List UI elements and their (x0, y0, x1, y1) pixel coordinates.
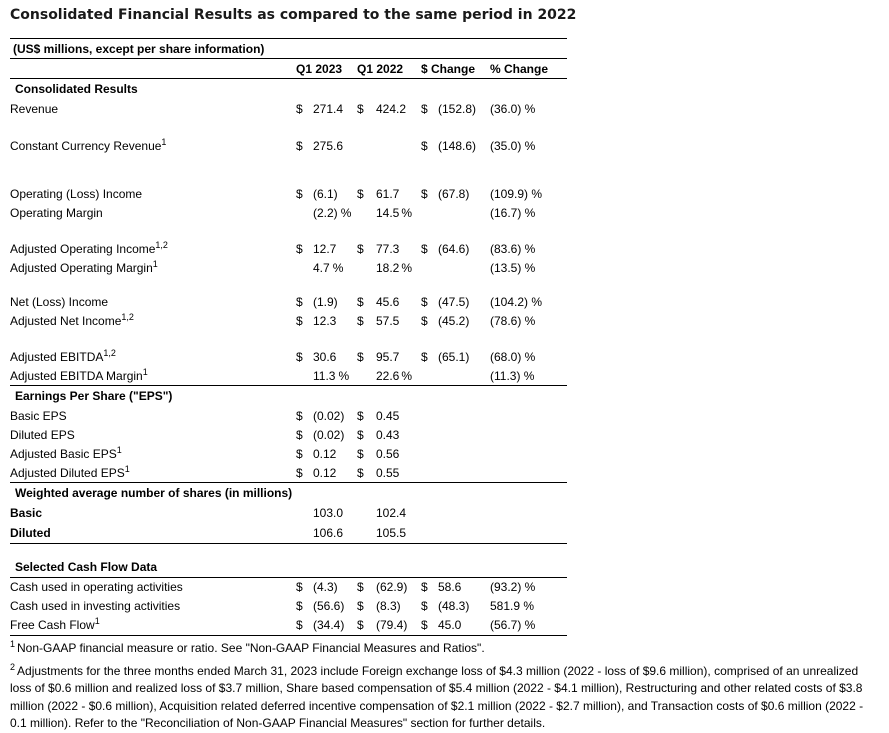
value-dollar-change (438, 463, 490, 483)
table-row (10, 366, 567, 386)
dollar-sign-q1-2022: $ (357, 349, 364, 364)
dollar-sign-q1-2023: $ (296, 349, 303, 364)
page-title: Consolidated Financial Results as compared to the same period in 2022 (10, 7, 577, 23)
footnote-ref: 1 (161, 136, 167, 147)
value-q1-2023-number: (6.1) (313, 186, 338, 201)
value-q1-2022-number: 18.2 (376, 261, 400, 275)
value-q1-2022 (376, 292, 421, 311)
dollar-sign-q1-2022: $ (357, 408, 364, 423)
value-q1-2023-number: 0.12 (313, 446, 337, 461)
row-label: Adjusted Operating Margin$^1$ (10, 259, 158, 275)
column-header-percent-change: % Change (490, 59, 567, 79)
value-q1-2023 (313, 463, 357, 483)
dollar-sign-q1-2023: $ (296, 599, 303, 613)
table-row (10, 311, 567, 331)
value-q1-2022-suffix: % (401, 206, 413, 220)
table-row (10, 347, 567, 366)
value-q1-2022 (376, 577, 421, 597)
table-row (10, 292, 567, 311)
value-q1-2022 (376, 258, 421, 278)
value-dollar-change (438, 425, 490, 444)
table-subtitle-row (10, 39, 567, 59)
value-q1-2023 (313, 503, 357, 523)
value-dollar-change: (64.6) (438, 241, 470, 256)
dollar-sign-change (421, 203, 438, 223)
spacer-cell (10, 223, 567, 239)
dollar-sign-change (421, 258, 438, 278)
row-label: Operating (Loss) Income (10, 186, 143, 201)
footnote-2-text: Adjustments for the three months ended March 31, 2023 include Foreign exchange loss of $4.3 million (2022 - loss of $9.6 million), comprised of an unrealized loss of $0.6 million and realized loss of $3.7 million, Share based compensation of $5.4 million (2022 - $4.1 million), Restructuring and other related costs of $3.8 million (2022 - $0.6 million), Acquisition related deferred incentive compensation of $2.1 million (2022 - $2.7 million), and Transaction costs of $0.6 million (2022 - 0.1 million). Refer to the "Reconciliation of Non-GAAP Financial Measures" section for further details. (10, 663, 864, 730)
value-dollar-change (438, 444, 490, 463)
footnote-ref: 1 (142, 366, 148, 377)
value-q1-2023-suffix: % (332, 261, 344, 275)
value-q1-2023 (313, 184, 357, 203)
footnote-ref: 1 (116, 444, 122, 455)
value-q1-2022-number: 45.6 (376, 294, 400, 309)
column-header-q1-2023: Q1 2023 (296, 59, 357, 79)
value-q1-2023-number: 103.0 (313, 506, 344, 520)
value-dollar-change: (65.1) (438, 349, 470, 364)
value-dollar-change: 45.0 (438, 616, 490, 636)
table-row (10, 463, 567, 483)
table-row (10, 239, 567, 258)
dollar-sign-change (421, 444, 438, 463)
value-q1-2023-number: 11.3 (313, 368, 336, 383)
value-q1-2023-number: (0.02) (313, 427, 345, 442)
value-q1-2022-number: (79.4) (376, 618, 408, 633)
value-percent-change: 581.9 % (490, 599, 535, 613)
value-q1-2022 (376, 99, 421, 118)
value-q1-2022-number: 0.56 (376, 446, 400, 461)
row-label: Adjusted EBITDA$^{1,2}$ (10, 347, 116, 364)
table-row (10, 597, 567, 616)
section-label: Weighted average number of shares (in millions) (15, 486, 293, 500)
value-percent-change: (93.2) % (490, 580, 536, 594)
row-label: Diluted (10, 523, 296, 543)
dollar-sign-q1-2022: $ (357, 314, 364, 328)
value-q1-2022-number: (62.9) (376, 580, 408, 594)
dollar-sign-change: $ (421, 314, 428, 328)
dollar-sign-q1-2023: $ (296, 408, 303, 423)
section-row (10, 79, 567, 100)
value-q1-2022 (376, 597, 421, 616)
value-q1-2023 (313, 99, 357, 118)
value-q1-2023 (313, 239, 357, 258)
dollar-sign-change: $ (421, 349, 428, 364)
value-q1-2022-number: 0.43 (376, 427, 400, 442)
footnotes (10, 640, 872, 733)
value-dollar-change (438, 366, 490, 386)
dollar-sign-change: $ (421, 101, 428, 116)
table-row (10, 503, 567, 523)
value-q1-2023 (313, 523, 357, 543)
value-dollar-change: (47.5) (438, 294, 470, 309)
table-header-row (10, 59, 567, 79)
value-q1-2023-suffix: % (338, 368, 350, 383)
dollar-sign-change (421, 463, 438, 483)
value-percent-change: (78.6) % (490, 314, 536, 328)
dollar-sign-change: $ (421, 599, 428, 613)
dollar-sign-q1-2023: $ (296, 138, 303, 153)
footnote-1-text: Non-GAAP financial measure or ratio. See "Non-GAAP Financial Measures and Ratios". (17, 641, 485, 655)
table-row (10, 203, 567, 223)
row-label: Net (Loss) Income (10, 294, 109, 309)
dollar-sign-change: $ (421, 186, 428, 201)
section-row (10, 557, 567, 578)
value-q1-2023 (313, 292, 357, 311)
row-label: Adjusted Diluted EPS$^1$ (10, 463, 296, 483)
row-label: Revenue (10, 101, 59, 116)
dollar-sign-q1-2023: $ (296, 616, 313, 636)
value-percent-change: (35.0) % (490, 138, 536, 153)
value-q1-2023-number: (56.6) (313, 599, 345, 613)
table-row (10, 99, 567, 118)
value-q1-2022-number: 424.2 (376, 101, 407, 116)
footnote-2 (10, 663, 872, 733)
value-dollar-change: (48.3) (438, 599, 470, 613)
value-q1-2022-number: (8.3) (376, 599, 401, 613)
row-label: Free Cash Flow$^1$ (10, 616, 296, 636)
row-label: Cash used in investing activities (10, 599, 181, 613)
spacer-cell (10, 155, 567, 184)
row-label: Adjusted Basic EPS$^1$ (10, 444, 122, 461)
value-percent-change (490, 444, 567, 463)
row-label: Adjusted Operating Income$^{1,2}$ (10, 239, 168, 256)
value-q1-2022 (376, 366, 421, 386)
dollar-sign-q1-2023: $ (296, 314, 303, 328)
value-q1-2023 (313, 444, 357, 463)
value-q1-2023 (313, 203, 357, 223)
value-q1-2023-number: 12.3 (313, 314, 337, 328)
section-label: Selected Cash Flow Data (10, 557, 567, 578)
column-header-empty (10, 59, 296, 79)
table-row (10, 425, 567, 444)
dollar-sign-change: $ (421, 241, 428, 256)
dollar-sign-change: $ (421, 294, 428, 309)
value-q1-2023-number: (2.2) (313, 206, 338, 220)
spacer-row (10, 331, 567, 347)
value-q1-2023 (313, 258, 357, 278)
dollar-sign-q1-2022: $ (357, 186, 364, 201)
spacer-row (10, 278, 567, 292)
table-body (10, 79, 567, 636)
column-header-q1-2022: Q1 2022 (357, 59, 421, 79)
dollar-sign-q1-2023: $ (296, 463, 313, 483)
row-label: Operating Margin (10, 206, 103, 220)
value-percent-change (490, 425, 567, 444)
dollar-sign-q1-2022: $ (357, 580, 364, 594)
value-q1-2023 (313, 136, 357, 155)
dollar-sign-change (421, 503, 438, 523)
value-q1-2022 (376, 311, 421, 331)
dollar-sign-q1-2023 (296, 203, 313, 223)
value-q1-2023 (313, 406, 357, 425)
value-q1-2022 (376, 136, 421, 155)
value-percent-change: (16.7) % (490, 206, 536, 220)
table-row (10, 184, 567, 203)
value-q1-2022-number: 57.5 (376, 314, 400, 328)
dollar-sign-q1-2023: $ (296, 427, 303, 442)
dollar-sign-change (421, 425, 438, 444)
dollar-sign-change (421, 366, 438, 386)
dollar-sign-q1-2022: $ (357, 101, 364, 116)
row-label: Basic EPS (10, 408, 67, 423)
dollar-sign-change (421, 406, 438, 425)
value-q1-2022 (376, 425, 421, 444)
dollar-sign-q1-2022 (357, 258, 376, 278)
value-q1-2023 (313, 425, 357, 444)
value-q1-2023-number: (1.9) (313, 294, 338, 309)
value-q1-2022 (376, 444, 421, 463)
footnote-ref: 1 (94, 616, 100, 627)
value-dollar-change: (148.6) (438, 138, 477, 153)
value-q1-2023 (313, 616, 357, 636)
value-q1-2023-number: (34.4) (313, 618, 345, 633)
value-percent-change: (36.0) % (490, 101, 536, 116)
value-percent-change: (56.7) % (490, 616, 567, 636)
value-q1-2022 (376, 406, 421, 425)
footnote-ref: 1 (124, 463, 130, 474)
spacer-cell (10, 118, 567, 136)
value-q1-2022-number: 102.4 (376, 506, 407, 520)
footnote-ref: 1,2 (103, 347, 116, 358)
spacer-row (10, 223, 567, 239)
dollar-sign-q1-2022: $ (357, 294, 364, 309)
value-dollar-change (438, 406, 490, 425)
row-label: Adjusted EBITDA Margin$^1$ (10, 366, 296, 386)
dollar-sign-q1-2023 (296, 523, 313, 543)
dollar-sign-change: $ (421, 616, 438, 636)
value-q1-2023-number: (4.3) (313, 580, 338, 594)
value-q1-2022-number: 14.5 (376, 206, 400, 220)
dollar-sign-q1-2022: $ (357, 463, 376, 483)
value-dollar-change (438, 258, 490, 278)
spacer-row (10, 118, 567, 136)
value-q1-2022-suffix: % (401, 261, 413, 275)
table-row (10, 136, 567, 155)
row-label: Constant Currency Revenue$^1$ (10, 136, 167, 153)
spacer-cell (10, 543, 567, 557)
value-q1-2022 (376, 184, 421, 203)
value-q1-2022 (376, 239, 421, 258)
value-q1-2022 (376, 523, 421, 543)
spacer-row (10, 543, 567, 557)
row-label: Basic (10, 506, 43, 520)
dollar-sign-q1-2023: $ (296, 294, 303, 309)
value-q1-2023 (313, 366, 357, 386)
value-q1-2022-suffix: % (401, 368, 413, 383)
table-row (10, 616, 567, 636)
value-percent-change: (11.3) % (490, 366, 567, 386)
value-percent-change (490, 463, 567, 483)
dollar-sign-q1-2023: $ (296, 241, 303, 256)
table-row (10, 406, 567, 425)
table-subtitle: (US$ millions, except per share information) (10, 39, 567, 59)
section-row (10, 386, 567, 407)
value-q1-2023-number: 275.6 (313, 138, 344, 153)
dollar-sign-q1-2022 (357, 136, 376, 155)
value-percent-change: (68.0) % (490, 349, 536, 364)
value-q1-2022 (376, 616, 421, 636)
column-header-dollar-change: $ Change (421, 59, 490, 79)
dollar-sign-q1-2022: $ (357, 427, 364, 442)
footnote-ref: 1 (152, 259, 158, 269)
table-row (10, 577, 567, 597)
value-q1-2022 (376, 203, 421, 223)
value-q1-2022-number: 22.6 (376, 368, 400, 383)
dollar-sign-q1-2023: $ (296, 580, 303, 594)
value-q1-2022-number: 95.7 (376, 349, 400, 364)
section-row (10, 483, 567, 504)
table-row (10, 444, 567, 463)
section-label: Earnings Per Share ("EPS") (15, 389, 173, 403)
value-q1-2023-number: 30.6 (313, 349, 337, 364)
value-percent-change: (104.2) % (490, 294, 543, 309)
dollar-sign-q1-2022: $ (357, 616, 376, 636)
footnote-ref: 1,2 (121, 312, 134, 322)
value-percent-change: (13.5) % (490, 261, 536, 275)
value-q1-2023 (313, 311, 357, 331)
value-q1-2023-suffix: % (340, 206, 352, 220)
value-dollar-change: (45.2) (438, 314, 470, 328)
dollar-sign-q1-2022 (357, 503, 376, 523)
value-q1-2023-number: 106.6 (313, 525, 344, 540)
dollar-sign-q1-2022 (357, 203, 376, 223)
value-dollar-change (438, 203, 490, 223)
value-q1-2022-number: 77.3 (376, 241, 400, 256)
value-dollar-change: 58.6 (438, 580, 462, 594)
spacer-cell (10, 331, 567, 347)
dollar-sign-q1-2023 (296, 366, 313, 386)
footnote-ref: 1,2 (155, 239, 168, 250)
spacer-row (10, 155, 567, 184)
dollar-sign-change: $ (421, 580, 428, 594)
value-q1-2022-number: 0.45 (376, 408, 400, 423)
spacer-cell (10, 278, 567, 292)
dollar-sign-q1-2023: $ (296, 101, 303, 116)
section-label: Consolidated Results (15, 82, 138, 96)
value-q1-2022-number: 61.7 (376, 186, 400, 201)
value-percent-change (490, 406, 567, 425)
dollar-sign-q1-2023 (296, 258, 313, 278)
footnote-2-marker: 2 (10, 661, 16, 672)
dollar-sign-q1-2022: $ (357, 446, 364, 461)
dollar-sign-q1-2023: $ (296, 446, 303, 461)
row-label: Cash used in operating activities (10, 580, 183, 594)
value-percent-change (490, 523, 567, 543)
value-q1-2023-number: 12.7 (313, 241, 337, 256)
dollar-sign-q1-2023 (296, 503, 313, 523)
value-percent-change: (109.9) % (490, 186, 543, 201)
table-row (10, 523, 567, 543)
value-q1-2023 (313, 347, 357, 366)
value-percent-change: (83.6) % (490, 241, 536, 256)
dollar-sign-q1-2022 (357, 523, 376, 543)
dollar-sign-q1-2022 (357, 366, 376, 386)
value-q1-2023-number: 4.7 (313, 261, 330, 275)
dollar-sign-q1-2022: $ (357, 599, 364, 613)
footnote-1-marker: 1 (10, 639, 16, 649)
value-q1-2022 (376, 347, 421, 366)
value-q1-2022 (376, 463, 421, 483)
value-q1-2023 (313, 597, 357, 616)
value-q1-2022 (376, 503, 421, 523)
value-q1-2022-number: 105.5 (376, 525, 407, 540)
dollar-sign-q1-2022: $ (357, 241, 364, 256)
value-dollar-change: (152.8) (438, 101, 477, 116)
value-dollar-change (438, 503, 490, 523)
value-dollar-change: (67.8) (438, 186, 470, 201)
value-percent-change (490, 503, 567, 523)
dollar-sign-change: $ (421, 138, 428, 153)
row-label: Adjusted Net Income$^{1,2}$ (10, 312, 134, 328)
value-dollar-change (438, 523, 490, 543)
dollar-sign-q1-2023: $ (296, 186, 303, 201)
value-q1-2022-number: 0.55 (376, 465, 400, 480)
value-q1-2023 (313, 577, 357, 597)
table-row (10, 258, 567, 278)
row-label: Diluted EPS (10, 427, 75, 442)
financial-table (10, 38, 567, 636)
value-q1-2023-number: 271.4 (313, 101, 344, 116)
footnote-1 (10, 640, 872, 658)
value-q1-2023-number: (0.02) (313, 408, 345, 423)
value-q1-2023-number: 0.12 (313, 465, 337, 480)
dollar-sign-change (421, 523, 438, 543)
